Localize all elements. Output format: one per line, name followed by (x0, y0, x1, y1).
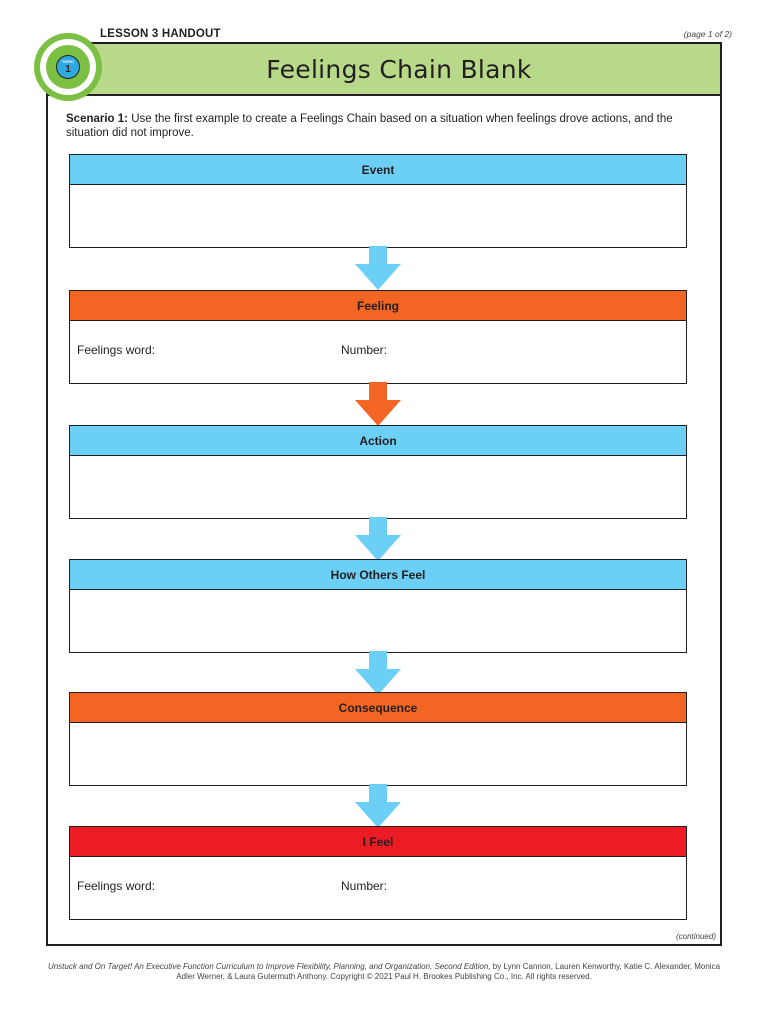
chain-box-feeling (69, 290, 687, 384)
feelings-word-label: Feelings word: (77, 879, 156, 893)
title-bar (48, 44, 720, 96)
chain-box-header: Feeling (70, 291, 686, 321)
chain-box-how-others-feel (69, 559, 687, 653)
down-arrow-icon (355, 784, 401, 828)
down-arrow-icon (355, 246, 401, 290)
continued-note: (continued) (675, 932, 716, 941)
chain-box-header: Action (70, 426, 686, 456)
chain-box-answer-area[interactable] (70, 456, 686, 518)
chain-box-header: I Feel (70, 827, 686, 857)
number-label: Number: (341, 343, 388, 357)
topic-badge-core (56, 55, 80, 79)
scenario-text: Use the first example to create a Feelings Chain based on a situation when feelings drove actions, and the situation did not improve. (66, 113, 673, 139)
chain-box-i-feel (69, 826, 687, 920)
citation-rest: by Lynn Cannon, Lauren Kenworthy, Katie C. Alexander, Monica Adler Werner, & Laura Gutermuth Anthony. Copyright © 2021 Paul H. Brookes Publishing Co., Inc. All rights reserved. (176, 962, 721, 981)
chain-box-header: Consequence (70, 693, 686, 723)
chain-box-answer-area[interactable] (70, 723, 686, 785)
page-number: (page 1 of 2) (683, 29, 732, 39)
topic-badge-number: 1 (65, 63, 71, 75)
chain-box-header: Event (70, 155, 686, 185)
down-arrow-icon (355, 651, 401, 695)
scenario-label: Scenario 1: (66, 113, 128, 125)
chain-box-header: How Others Feel (70, 560, 686, 590)
feelings-word-label: Feelings word: (77, 343, 156, 357)
citation-title: Unstuck and On Target! An Executive Function Curriculum to Improve Flexibility, Planning, and Organization, Second Edition, (47, 962, 491, 971)
chain-box-action (69, 425, 687, 519)
lesson-label: LESSON 3 HANDOUT (100, 28, 221, 40)
chain-box-answer-area[interactable] (70, 590, 686, 652)
chain-box-answer-area[interactable] (70, 185, 686, 247)
topic-badge-label: TOPIC (61, 58, 75, 64)
number-label: Number: (341, 879, 388, 893)
down-arrow-icon (355, 517, 401, 561)
chain-box-answer-area[interactable] (70, 321, 686, 383)
chain-box-answer-area[interactable] (70, 857, 686, 919)
topic-badge (34, 33, 102, 101)
chain-box-consequence (69, 692, 687, 786)
chain-box-event (69, 154, 687, 248)
page-title: Feelings Chain Blank (266, 54, 532, 84)
scenario-instructions (66, 112, 706, 140)
down-arrow-icon (355, 382, 401, 426)
copyright-footer (40, 962, 728, 982)
